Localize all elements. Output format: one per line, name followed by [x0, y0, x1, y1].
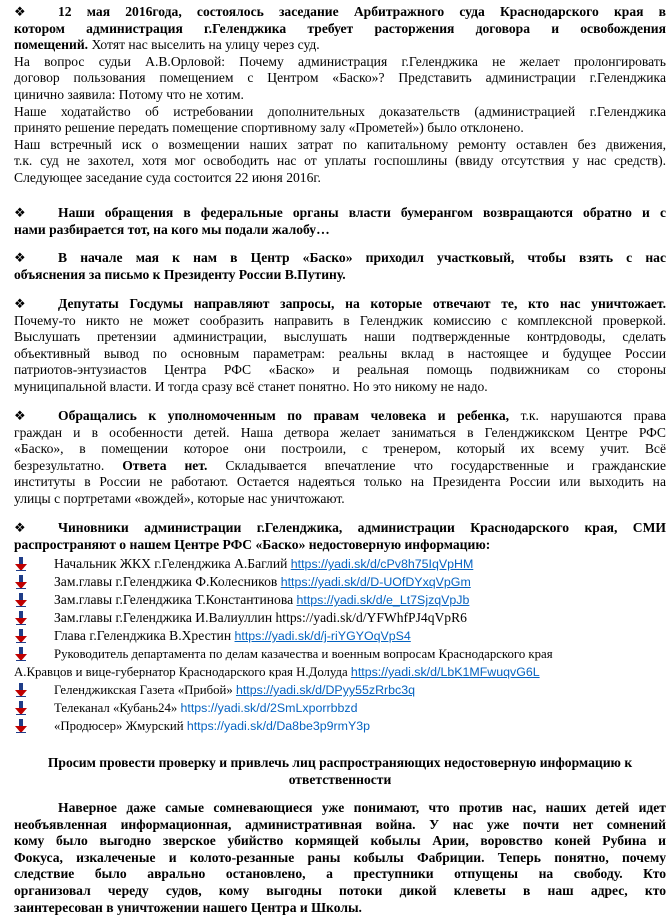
text-line: нами разбирается тот, на кого мы подали жалобу… — [14, 221, 330, 237]
text-line: Почему-то никто не может сообразить направить в Геленджик комиссию с комплексной проверкой. — [14, 312, 666, 328]
source-link[interactable]: https://yadi.sk/d/LbK1MFwuqvG6L — [350, 665, 540, 679]
ombudsman-section — [14, 408, 666, 508]
text-line: граждан и в особенности детей. Наша детвора желает заниматься в Геленджикском Центре РФС — [14, 424, 666, 440]
text-line: «Баско», в помещении которое они построили, с тренером, который их всему учит. Всё — [14, 441, 666, 457]
heading-line: ответственности — [288, 771, 392, 787]
text-line: т.к. суд не захотел, хотя мог освободить нас от уплаты госпошлины (ввиду отсутствия у нас средств). — [14, 153, 666, 169]
source-label: Глава г.Геленджика В.Хрестин — [54, 628, 235, 643]
text-line: объяснения за письмо к Президенту России В.Путину. — [14, 266, 346, 282]
text-line: договор пользования помещением с Центром «Баско»? Представить администрации г.Геленджика — [14, 70, 666, 86]
source-label: Зам.главы г.Геленджика И.Валиуллин https://yadi.sk/d/YFWhfPJ4qVpR6 — [54, 610, 467, 625]
source-link[interactable]: https://yadi.sk/d/j-riYGYOqVpS4 — [234, 629, 411, 643]
police-visit-section — [14, 250, 666, 283]
list-item — [14, 681, 666, 699]
officials-section — [14, 520, 666, 553]
source-link[interactable]: https://yadi.sk/d/D-UOfDYxqVpGm — [280, 575, 471, 589]
source-label: «Продюсер» Жмурский — [54, 719, 187, 733]
text-line: институты в России не работают. Остается надеяться только на Президента России или выходить на — [14, 474, 666, 490]
diamond-bullet-icon: ❖ — [14, 250, 26, 265]
source-link[interactable]: https://yadi.sk/d/2SmLxporrbbzd — [180, 701, 358, 715]
source-link[interactable]: https://yadi.sk/d/DPyy55zRrbc3q — [235, 683, 416, 697]
list-item — [14, 717, 666, 735]
arrow-bullet-icon — [14, 701, 28, 715]
diamond-bullet-icon: ❖ — [14, 520, 26, 535]
text-line: следствие было аврально остановлено, а преступники отпущены на свободу. Кто — [14, 866, 666, 882]
text-line: Наш встречный иск о возмещении наших затрат по капитальному ремонту оставлен без движения, — [14, 136, 666, 152]
list-item — [14, 627, 666, 645]
list-item-continuation — [14, 663, 666, 681]
text-line: Фокуса, изкалеченые и колото-резанные раны кобылы Фабриции. Теперь понятно, почему — [14, 849, 666, 865]
heading-line: Просим провести проверку и привлечь лиц распространяющих недостоверную информацию к — [47, 755, 633, 770]
arrow-bullet-icon — [14, 593, 28, 607]
diamond-bullet-icon: ❖ — [14, 205, 26, 220]
list-item — [14, 609, 666, 627]
source-link[interactable]: https://yadi.sk/d/cPv8h75IqVpHM — [290, 557, 474, 571]
text-line: принято решение передать помещение спортивному залу «Прометей») было отклонено. — [14, 120, 524, 136]
text-line: На вопрос судьи А.В.Орловой: Почему администрация г.Геленджика не желает пролонгировать — [14, 53, 666, 69]
arrow-bullet-icon — [14, 611, 28, 625]
text-line: т.к. нарушаются права — [509, 408, 666, 423]
text-line: Наше ходатайство об истребовании дополнительных доказательств (администрацией г.Геленджика — [14, 103, 666, 119]
text-line: объективный вывод по основным параметрам: реальны вклад в настоящее и будущее России — [14, 345, 666, 361]
text-line: Наши обращения в федеральные органы власти бумерангом возвращаются обратно и с — [58, 205, 666, 220]
source-label: Телеканал «Кубань24» — [54, 701, 181, 715]
source-link[interactable]: https://yadi.sk/d/Da8be3p9rmY3p — [186, 719, 371, 733]
arrow-bullet-icon — [14, 719, 28, 733]
text-line: цинично заявила: Потому что не хотим. — [14, 86, 244, 102]
text-line: Чиновники администрации г.Геленджика, администрации Краснодарского края, СМИ — [58, 520, 666, 535]
arrow-bullet-icon — [14, 629, 28, 643]
federal-appeals-section — [14, 205, 666, 238]
text-line: Следующее заседание суда состоится 22 июня 2016г. — [14, 169, 321, 185]
text-line: распространяют о нашем Центре РФС «Баско» недостоверную информацию: — [14, 536, 491, 552]
text-line: заинтересован в уничтожении нашего Центра и Школы. — [14, 899, 362, 915]
arrow-bullet-icon — [14, 647, 28, 661]
text-line: Выслушать претензии администрации, выслушать наши подтвержденные контрдоводы, сделать — [14, 329, 666, 345]
court-hearing-section — [14, 4, 666, 187]
source-label: Зам.главы г.Геленджика Ф.Колесников — [54, 574, 281, 589]
arrow-bullet-icon — [14, 575, 28, 589]
text-line: Складывается впечатление что государственные и гражданские — [207, 457, 666, 473]
text-line: Наверное даже самые сомневающиеся уже понимают, что против нас, наших детей идет — [58, 800, 666, 815]
text-line: Депутаты Госдумы направляют запросы, на которые отвечают те, кто нас уничтожает. — [58, 296, 666, 311]
list-item — [14, 591, 666, 609]
list-item — [14, 645, 666, 663]
text-bold: помещений. — [14, 37, 89, 53]
source-link[interactable]: https://yadi.sk/d/e_Lt7SjzqVpJb — [296, 593, 470, 607]
arrow-bullet-icon — [14, 683, 28, 697]
list-item — [14, 699, 666, 717]
text-bold: Ответа нет. — [122, 457, 208, 473]
list-item — [14, 573, 666, 591]
sources-list — [14, 555, 666, 735]
duma-deputies-section — [14, 296, 666, 396]
closing-paragraph — [14, 800, 666, 916]
source-label: Зам.главы г.Геленджика Т.Константинова — [54, 592, 297, 607]
text-line: безрезультатно. — [14, 457, 123, 473]
text-line: муниципальной власти. И тогда сразу всё станет понятно. Но это никому не надо. — [14, 378, 488, 394]
source-label: Геленджикская Газета «Прибой» — [54, 683, 236, 697]
diamond-bullet-icon: ❖ — [14, 296, 26, 311]
source-label: А.Кравцов и вице-губернатор Краснодарского края Н.Долуда — [14, 665, 351, 679]
diamond-bullet-icon: ❖ — [14, 408, 26, 423]
text-line: В начале мая к нам в Центр «Баско» приходил участковый, чтобы взять с нас — [58, 250, 666, 265]
source-label: Руководитель департамента по делам казачества и военным вопросам Краснодарского края — [54, 647, 553, 661]
list-item — [14, 555, 666, 573]
text-line: патриотов-энтузиастов Центра РФС «Баско» и реальная помощь подвижникам со стороны — [14, 362, 666, 378]
source-label: Начальник ЖКХ г.Геленджика А.Баглий — [54, 556, 291, 571]
text-line: котором администрация г.Геленджика требует расторжения договора и освобождения — [14, 20, 666, 36]
text-line: организовал череду судов, кому выгодны потоки дикой клеветы в наш адрес, кто — [14, 882, 666, 898]
arrow-bullet-icon — [14, 557, 28, 571]
text-line: улицы с портретами «вождей», которые нас уничтожают. — [14, 490, 345, 506]
text-line: кому было выгодно зверское убийство кормящей кобылы Арии, воровство коней Рубина и — [14, 833, 666, 849]
diamond-bullet-icon: ❖ — [14, 4, 26, 19]
text-bold: Обращались к уполномоченным по правам человека и ребенка, — [58, 408, 510, 423]
text-line: 12 мая 2016года, состоялось заседание Арбитражного суда Краснодарского края в — [58, 4, 666, 19]
request-heading — [14, 755, 666, 788]
text-line: Хотят нас выселить на улицу через суд. — [88, 37, 320, 53]
text-line: необъявленная информационная, административная война. У нас уже почти нет сомнений — [14, 816, 666, 832]
